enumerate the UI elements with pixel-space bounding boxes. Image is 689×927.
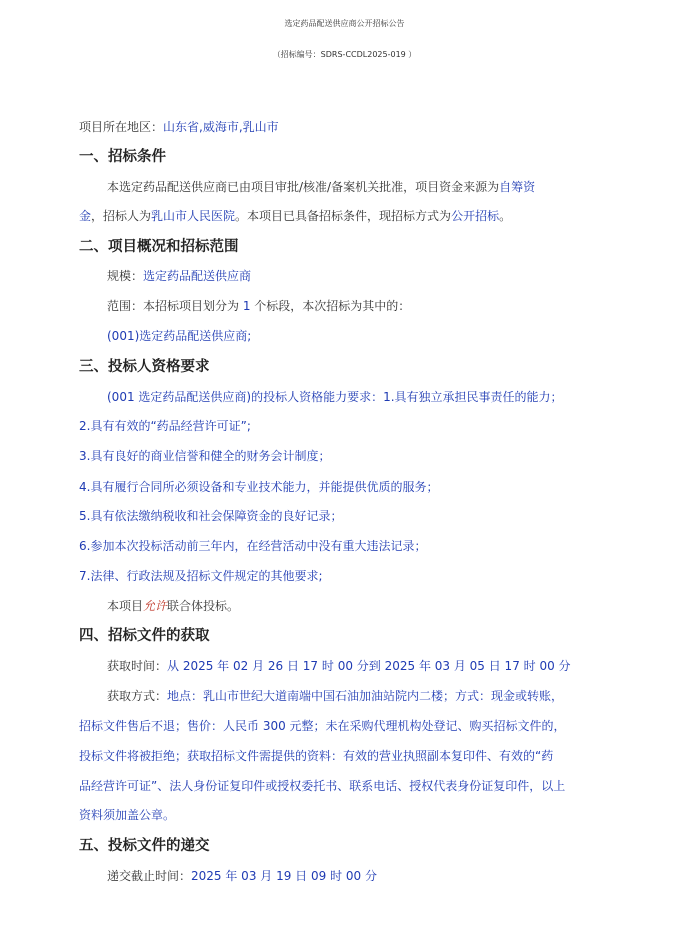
consortium-line bbox=[107, 598, 239, 614]
section-1-heading: 一、招标条件 bbox=[79, 149, 166, 165]
requirement-1: (001 选定药品配送供应商)的投标人资格能力要求：1.具有独立承担民事责任的能力； bbox=[107, 390, 563, 404]
text: 联合体投标。 bbox=[167, 599, 240, 613]
section-1-paragraph-line-1 bbox=[107, 179, 535, 195]
section-4-heading: 四、招标文件的获取 bbox=[79, 628, 210, 644]
text: 。本项目已具备招标条件，现招标方式为 bbox=[235, 209, 452, 223]
requirement-5: 5.具有依法缴纳税收和社会保障资金的良好记录； bbox=[79, 509, 343, 523]
bid-number: （招标编号：SDRS-CCDL2025-019 ） bbox=[272, 50, 417, 59]
acquire-method-line-2: 招标文件售后不退；售价：人民币 300 元整；未在采购代理机构处登记、购买招标文件的， bbox=[79, 719, 566, 733]
deadline-line bbox=[107, 868, 377, 884]
text: 。 bbox=[499, 209, 512, 223]
requirement-3: 3.具有良好的商业信誉和健全的财务会计制度； bbox=[79, 449, 331, 463]
tenderer: 乳山市人民医院 bbox=[151, 209, 236, 223]
section-2-heading: 二、项目概况和招标范围 bbox=[79, 239, 239, 255]
acquire-method-line-3: 投标文件将被拒绝；获取招标文件需提供的资料：有效的营业执照副本复印件、有效的“药 bbox=[79, 749, 554, 763]
tender-method: 公开招标 bbox=[451, 209, 500, 223]
scale-label: 规模： bbox=[107, 269, 144, 283]
section-1-paragraph-line-2 bbox=[79, 208, 511, 224]
text: 本选定药品配送供应商已由项目审批/核准/备案机关批准，项目资金来源为 bbox=[107, 180, 500, 194]
requirement-7: 7.法律、行政法规及招标文件规定的其他要求; bbox=[79, 569, 323, 583]
deadline-value: 2025 年 03 月 19 日 09 时 00 分 bbox=[191, 869, 377, 883]
lot-count: 1 bbox=[242, 299, 251, 313]
text: 范围：本招标项目划分为 bbox=[107, 299, 243, 313]
requirement-2: 2.具有有效的“药品经营许可证”; bbox=[79, 419, 251, 433]
deadline-label: 递交截止时间： bbox=[107, 869, 192, 883]
project-location bbox=[79, 119, 279, 135]
method-text: 地点：乳山市世纪大道南端中国石油加油站院内二楼；方式：现金或转账， bbox=[167, 689, 564, 703]
fund-source: 自筹资 bbox=[499, 180, 536, 194]
acquire-method-line-5: 资料须加盖公章。 bbox=[79, 808, 176, 822]
scale-value: 选定药品配送供应商 bbox=[143, 269, 252, 283]
fund-source-cont: 金 bbox=[79, 209, 92, 223]
method-label: 获取方式： bbox=[107, 689, 168, 703]
location-label: 项目所在地区： bbox=[79, 120, 164, 134]
acquire-method-line-1 bbox=[107, 688, 563, 704]
section-5-heading: 五、投标文件的递交 bbox=[79, 838, 210, 854]
time-label: 获取时间： bbox=[107, 659, 168, 673]
text: 个标段，本次招标为其中的： bbox=[250, 299, 411, 313]
requirement-6: 6.参加本次投标活动前三年内，在经营活动中没有重大违法记录； bbox=[79, 539, 427, 553]
scale-line bbox=[107, 268, 251, 284]
acquire-method-line-4: 品经营许可证”、法人身份证复印件或授权委托书、联系电话、授权代表身份证复印件，以上 bbox=[79, 779, 566, 793]
section-3-heading: 三、投标人资格要求 bbox=[79, 359, 210, 375]
range-line bbox=[107, 298, 410, 314]
text: 本项目 bbox=[107, 599, 144, 613]
text: ，招标人为 bbox=[91, 209, 152, 223]
consortium-allowed: 允许 bbox=[143, 599, 168, 613]
location-value: 山东省,威海市,乳山市 bbox=[163, 120, 279, 134]
requirement-4: 4.具有履行合同所必须设备和专业技术能力，并能提供优质的服务； bbox=[79, 480, 439, 494]
document-title: 选定药品配送供应商公开招标公告 bbox=[284, 19, 405, 28]
lot-item: (001)选定药品配送供应商; bbox=[107, 329, 252, 343]
time-value: 从 2025 年 02 月 26 日 17 时 00 分到 2025 年 03 月 05 日 17 时 00 分 bbox=[167, 659, 571, 673]
acquire-time bbox=[107, 658, 571, 674]
